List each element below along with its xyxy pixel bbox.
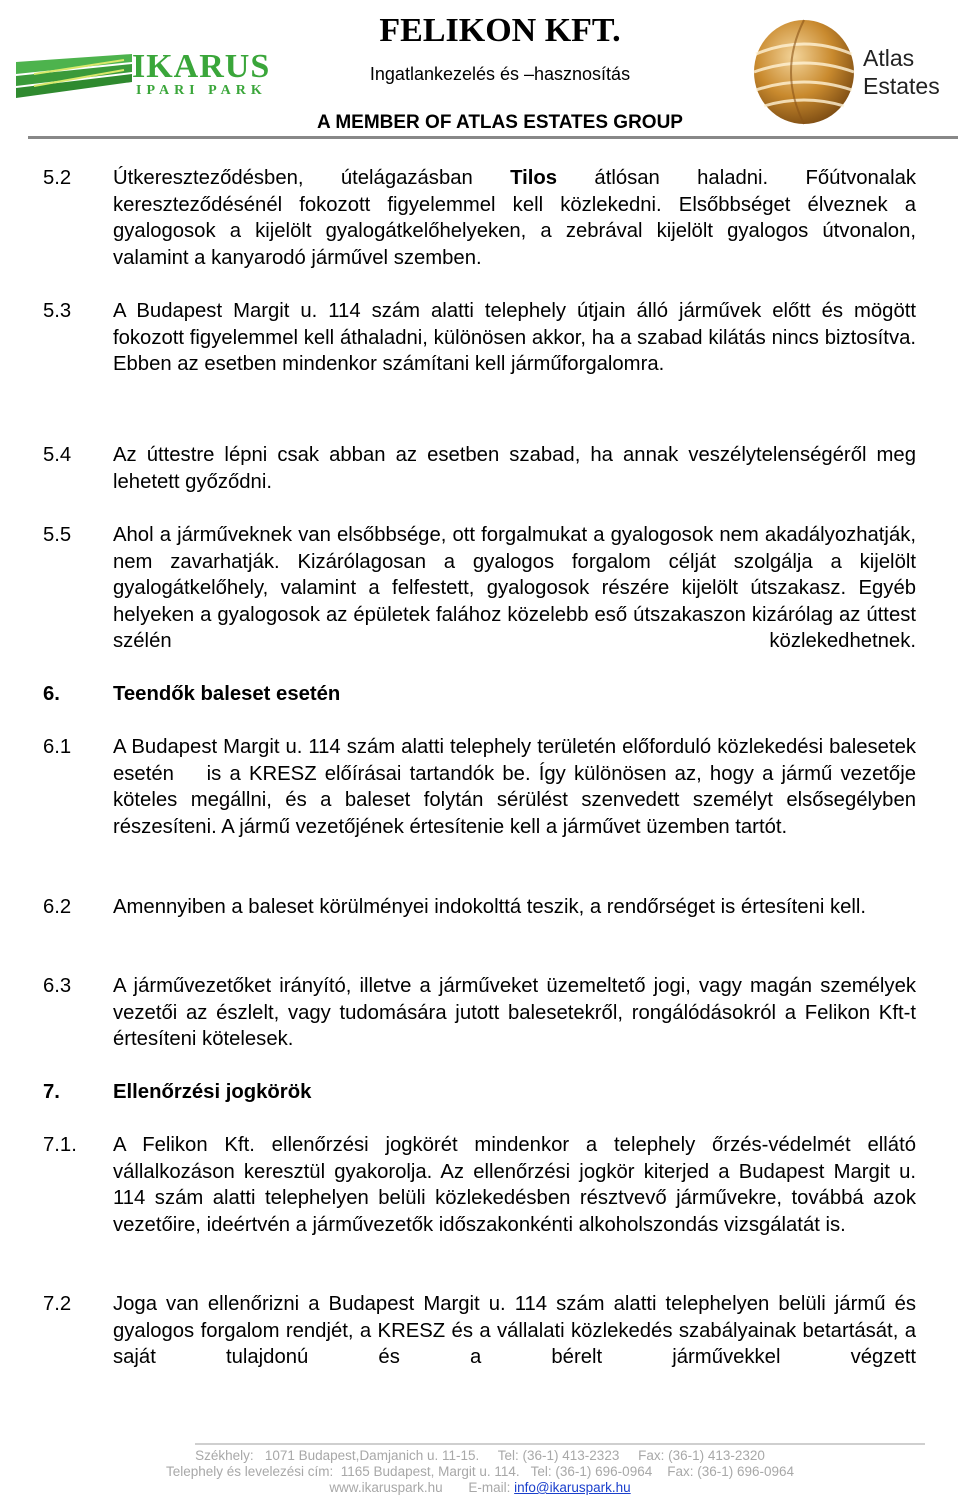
atlas-estates-wordmark: [863, 44, 940, 100]
section-text: A Budapest Margit u. 114 szám alatti telephely területén előforduló közlekedési balesetek esetén is a KRESZ előírásai tartandók be. Így különösen az, hogy a jármű vezetője köteles megállni, és a baleset folytán sérülést szenvedett személyt elsősegélyben részesíteni. A jármű vezetőjének értesítenie kell a járművet üzemben tartót.: [113, 736, 922, 838]
atlas-line2: Estates: [863, 73, 940, 99]
ikarus-logo-sub: IPARI PARK: [136, 83, 267, 98]
heading-6: [43, 681, 916, 711]
footer-line-headquarters: Székhely: 1071 Budapest,Damjanich u. 11-15. Tel: (36-1) 413-2323 Fax: (36-1) 413-2320: [195, 1448, 765, 1463]
section-number: 7.2: [43, 1293, 72, 1315]
section-7-2: [43, 1291, 916, 1376]
heading-number: 7.: [43, 1081, 60, 1103]
heading-7: [43, 1079, 916, 1109]
section-5-3: [43, 298, 916, 408]
section-5-5: [43, 522, 916, 662]
footer-divider: [195, 1443, 925, 1445]
section-text: A Felikon Kft. ellenőrzési jogkörét mindenkor a telephely őrzés-védelmét ellátó vállalkozáson keresztül gyakorolja. Az ellenőrzési jogkör kiterjed a Budapest Margit u. 114 szám alatti telephelyen belüli közlekedésben résztvevő járművekre, továbbá azok vezetőire, ideértvén a járművezetők időszakonkénti alkoholszondás vizsgálatát is.: [113, 1134, 916, 1236]
section-text: [113, 165, 916, 271]
page-footer: [0, 1440, 960, 1497]
section-text: A járművezetőket irányító, illetve a járműveket üzemeltető jogi, vagy magán személyek vezetői az észlelt, vagy tudomására jutott balesetekről, rongálódásokról a Felikon Kft-t értesíteni kötelesek.: [113, 975, 916, 1050]
header-divider: [28, 136, 958, 139]
heading-title: Teendők baleset esetén: [113, 683, 341, 705]
section-6-3: [43, 973, 916, 1058]
section-number: 6.2: [43, 896, 72, 918]
section-text: A Budapest Margit u. 114 szám alatti telephely útjain álló járművek előtt és mögött fokozott figyelemmel kell áthaladni, különösen akkor, ha a szabad kilátás nincs biztosítva. Ebben az esetben mindenkor számítani kell járműforgalomra.: [113, 300, 916, 375]
section-number: 5.5: [43, 524, 72, 546]
footer-line-site: Telephely és levelezési cím: 1165 Budapest, Margit u. 114. Tel: (36-1) 696-0964 Fax: (36-1) 696-0964: [165, 1464, 795, 1479]
footer-line-contact: [0, 1480, 960, 1495]
section-number: 6.3: [43, 975, 72, 997]
section-number: 5.3: [43, 300, 72, 322]
member-line: A MEMBER OF ATLAS ESTATES GROUP: [317, 112, 683, 133]
section-number: 7.1.: [43, 1134, 77, 1156]
section-number: 5.2: [43, 167, 72, 189]
section-text: Az úttestre lépni csak abban az esetben szabad, ha annak veszélytelenségéről meg lehetett győződni.: [113, 444, 916, 493]
section-7-1: [43, 1132, 916, 1272]
footer-website-link[interactable]: www.ikaruspark.hu: [329, 1480, 443, 1495]
section-text: Amennyiben a baleset körülményei indokolttá teszik, a rendőrséget is értesíteni kell.: [113, 896, 867, 918]
text-part: Útkereszteződésben, útelágazásban: [113, 167, 511, 189]
section-text: Ahol a járműveknek van elsőbbsége, ott forgalmukat a gyalogosok nem akadályozhatják, nem zavarhatják. Kizárólagosan a gyalogos forgalom célját szolgálja a kijelölt gyalogátkelőhely, valamint a felfestett, gyalogosok részére kijelölt útszakasz. Egyéb helyeken a gyalogosok az épületek falához közelebb eső útszakaszon kizárólag az úttest szélén közlekedhetnek.: [113, 524, 916, 652]
section-number: 5.4: [43, 444, 72, 466]
section-number: 6.1: [43, 736, 72, 758]
section-text: Joga van ellenőrizni a Budapest Margit u. 114 szám alatti telephelyen belüli jármű és gyalogos forgalom rendjét, a KRESZ és a vállalati közlekedés szabályainak betartását, a saját tulajdonú és a bérelt járművekkel végzett: [113, 1293, 916, 1368]
page-header: [0, 0, 960, 140]
heading-title: Ellenőrzési jogkörök: [113, 1081, 312, 1103]
ikarus-logo-name: IKARUS: [132, 48, 271, 85]
footer-email-label: E-mail:: [468, 1480, 511, 1495]
atlas-globe-icon: [748, 14, 856, 126]
section-6-2: [43, 894, 916, 954]
section-6-1: [43, 734, 922, 874]
heading-number: 6.: [43, 683, 60, 705]
section-5-4: [43, 442, 916, 502]
bold-word: Tilos: [510, 167, 558, 189]
footer-email-link[interactable]: info@ikaruspark.hu: [514, 1480, 631, 1495]
company-subtitle: Ingatlankezelés és –hasznosítás: [369, 64, 631, 84]
atlas-line1: Atlas: [863, 45, 915, 71]
text-part: átlósan haladni. Főútvonalak kereszteződésénél fokozott figyelemmel kell közlekedni. Elsőbbséget élveznek a gyalogosok a kijelölt gyalogátkelőhelyeken, a zebrával kijelölt gyalogos útvonalon, valamint a kanyarodó járművel szemben.: [113, 167, 917, 269]
section-5-2: [43, 165, 916, 275]
company-name: FELIKON KFT.: [379, 12, 621, 49]
